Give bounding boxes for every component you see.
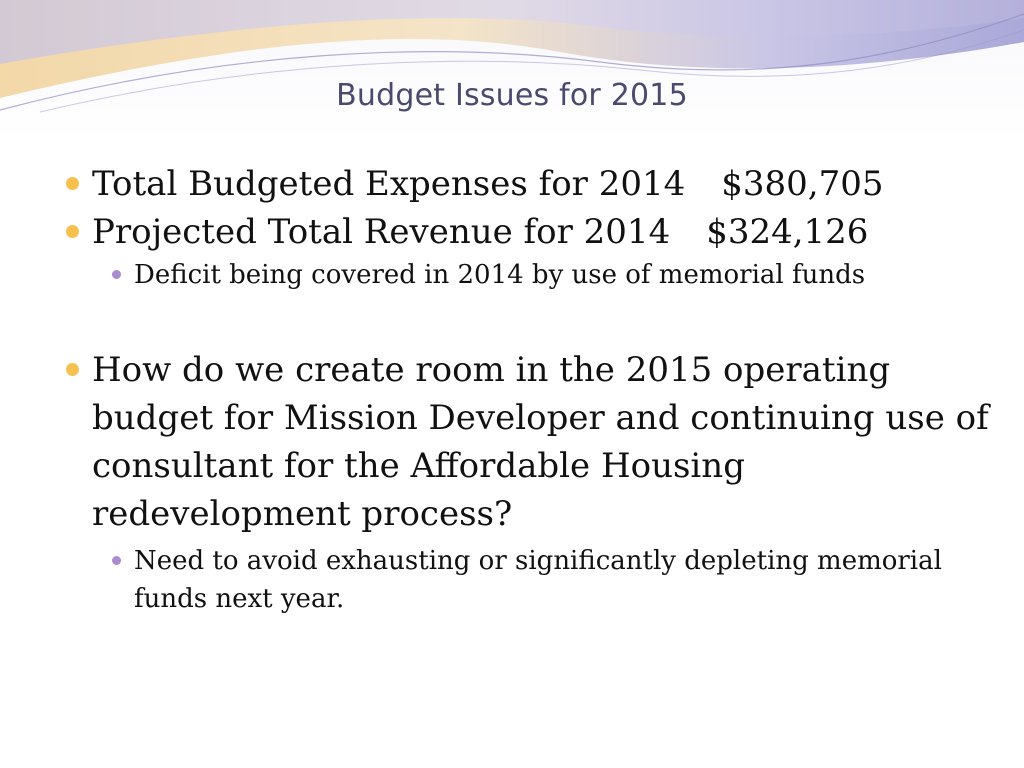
sub-bullet-dot-icon: [112, 270, 121, 279]
bullet-dot-icon: [66, 177, 79, 190]
bullet-text: Deficit being covered in 2014 by use of memorial funds: [134, 260, 866, 290]
expenses-amount: $380,705: [721, 164, 884, 204]
bullet-list: [62, 160, 1002, 618]
bullet-text: Total Budgeted Expenses for 2014: [92, 164, 686, 204]
bullet-total-expenses: [62, 160, 1002, 208]
slide-title: Budget Issues for 2015: [336, 78, 688, 113]
revenue-amount: $324,126: [706, 212, 869, 252]
bullet-text: Need to avoid exhausting or significantly depleting memorial funds next year.: [134, 546, 942, 614]
bullet-projected-revenue: [62, 208, 1002, 256]
bullet-text: How do we create room in the 2015 operating budget for Mission Developer and continuing use of consultant for the Affordable Housing redevelopment process?: [92, 350, 989, 534]
sub-bullet-memorial-funds: [62, 542, 1002, 618]
bullet-text: Projected Total Revenue for 2014: [92, 212, 671, 252]
spacer: [62, 294, 1002, 346]
sub-bullet-deficit: [62, 256, 1002, 294]
sub-bullet-dot-icon: [112, 556, 121, 565]
bullet-dot-icon: [66, 363, 79, 376]
bullet-question: [62, 346, 1002, 538]
bullet-dot-icon: [66, 225, 79, 238]
